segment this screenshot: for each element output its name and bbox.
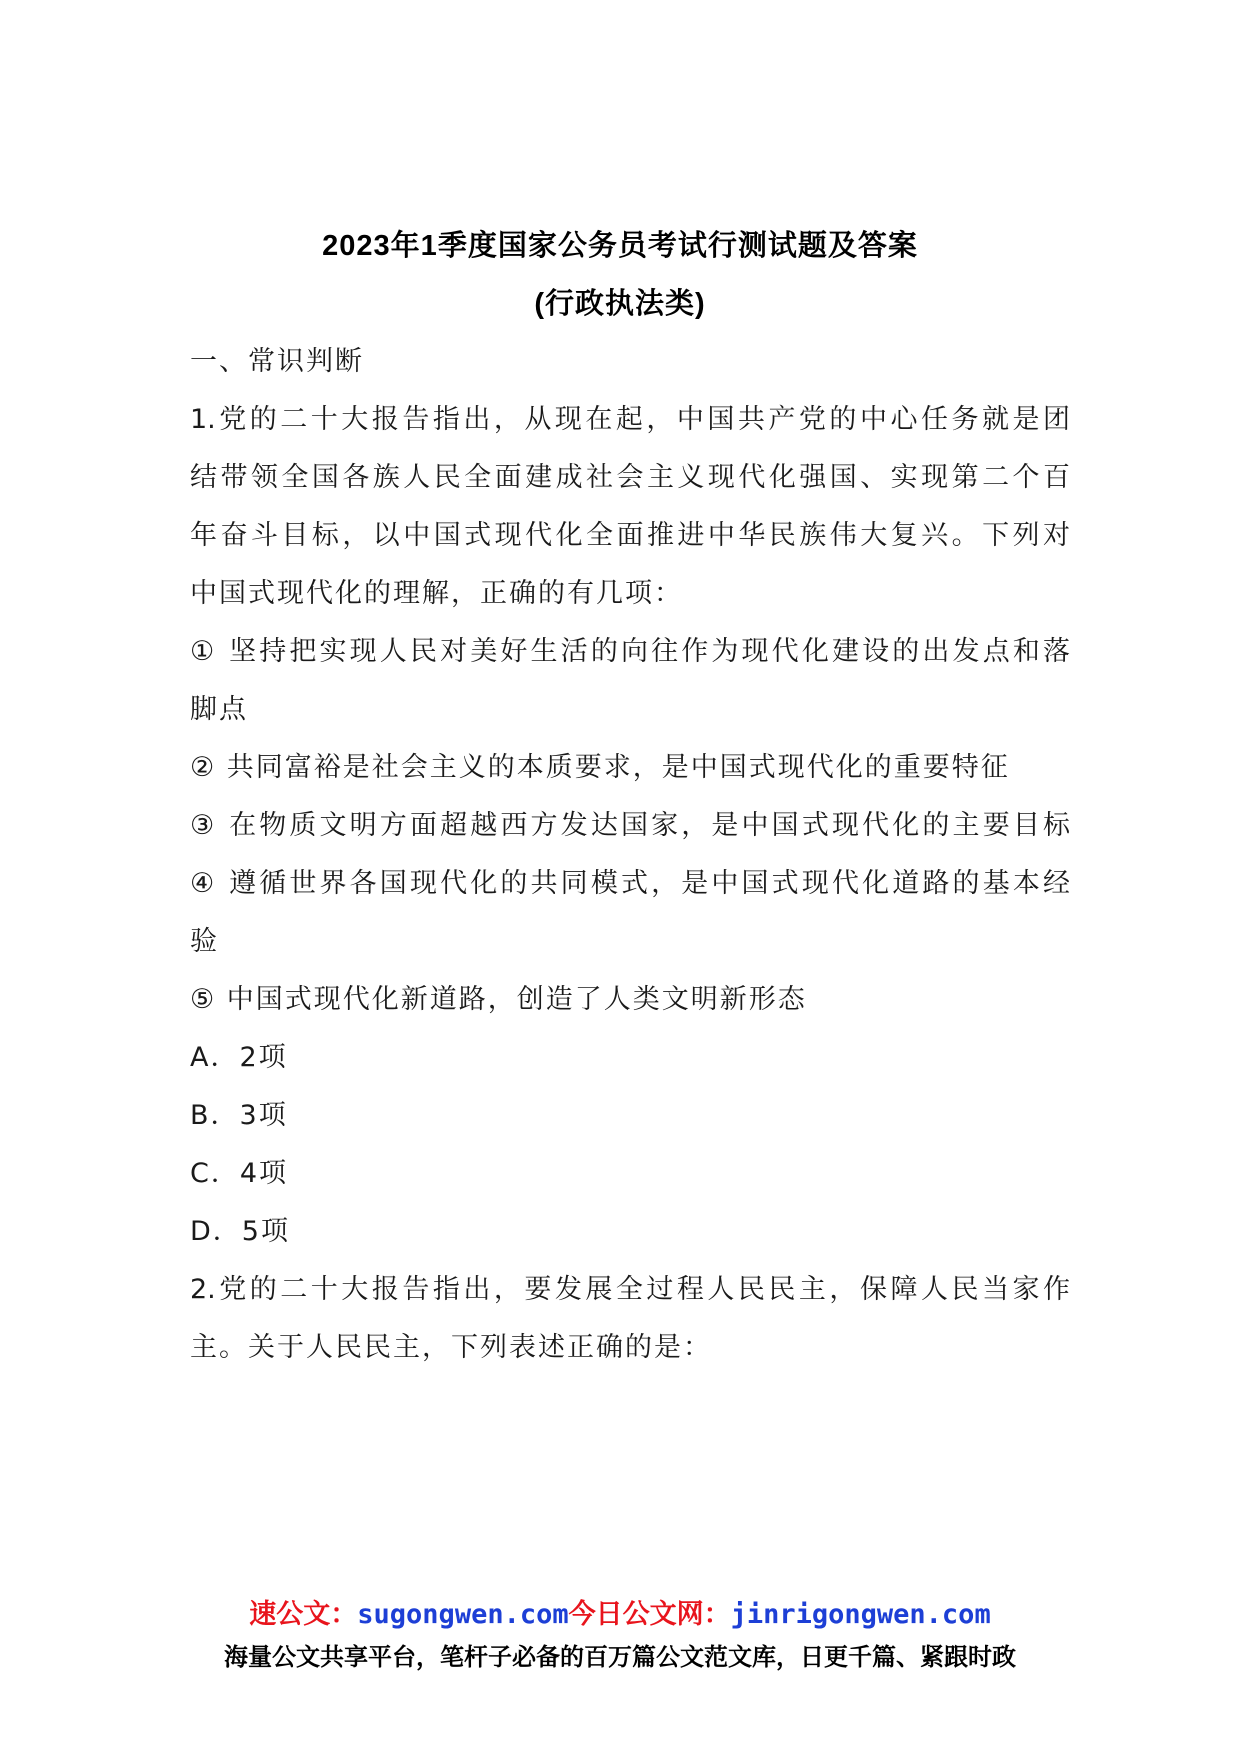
footer-brand-1: 速公文：: [249, 1599, 358, 1630]
footer-slogan: 海量公文共享平台，笔杆子必备的百万篇公文范文库，日更千篇、紧跟时政: [224, 1643, 1016, 1671]
question-1-line-1: 1.党的二十大报告指出，从现在起，中国共产党的中心任务就是团: [190, 404, 1070, 435]
statement-4: ④ 遵循世界各国现代化的共同模式，是中国式现代化道路的基本经: [190, 868, 1070, 899]
statement-3: ③ 在物质文明方面超越西方发达国家，是中国式现代化的主要目标: [190, 810, 1070, 841]
document-title: 2023年1季度国家公务员考试行测试题及答案: [322, 230, 918, 262]
statement-2: ② 共同富裕是社会主义的本质要求，是中国式现代化的重要特征: [190, 752, 1010, 783]
question-1-line-3: 年奋斗目标，以中国式现代化全面推进中华民族伟大复兴。下列对: [190, 520, 1070, 551]
question-2-line-2: 主。关于人民民主，下列表述正确的是：: [190, 1332, 712, 1363]
option-c: C．4项: [190, 1158, 289, 1189]
statement-1: ① 坚持把实现人民对美好生活的向往作为现代化建设的出发点和落: [190, 636, 1070, 667]
question-2-line-1: 2.党的二十大报告指出，要发展全过程人民民主，保障人民当家作: [190, 1274, 1070, 1305]
footer-links: [0, 1592, 1240, 1631]
footer-brand-2: 今日公文网：: [568, 1599, 731, 1630]
footer-url-1[interactable]: sugongwen.com: [357, 1599, 569, 1630]
question-1-line-4: 中国式现代化的理解，正确的有几项：: [190, 578, 683, 609]
document-subtitle: (行政执法类): [534, 288, 706, 320]
statement-5: ⑤ 中国式现代化新道路，创造了人类文明新形态: [190, 984, 807, 1015]
footer-url-2[interactable]: jinrigongwen.com: [730, 1599, 991, 1630]
section-heading: 一、常识判断: [190, 346, 364, 377]
option-b: B．3项: [190, 1100, 288, 1131]
option-d: D．5项: [190, 1216, 290, 1247]
statement-1-cont: 脚点: [190, 694, 248, 725]
statement-4-cont: 验: [190, 926, 219, 957]
option-a: A．2项: [190, 1042, 288, 1073]
question-1-line-2: 结带领全国各族人民全面建成社会主义现代化强国、实现第二个百: [190, 462, 1070, 493]
